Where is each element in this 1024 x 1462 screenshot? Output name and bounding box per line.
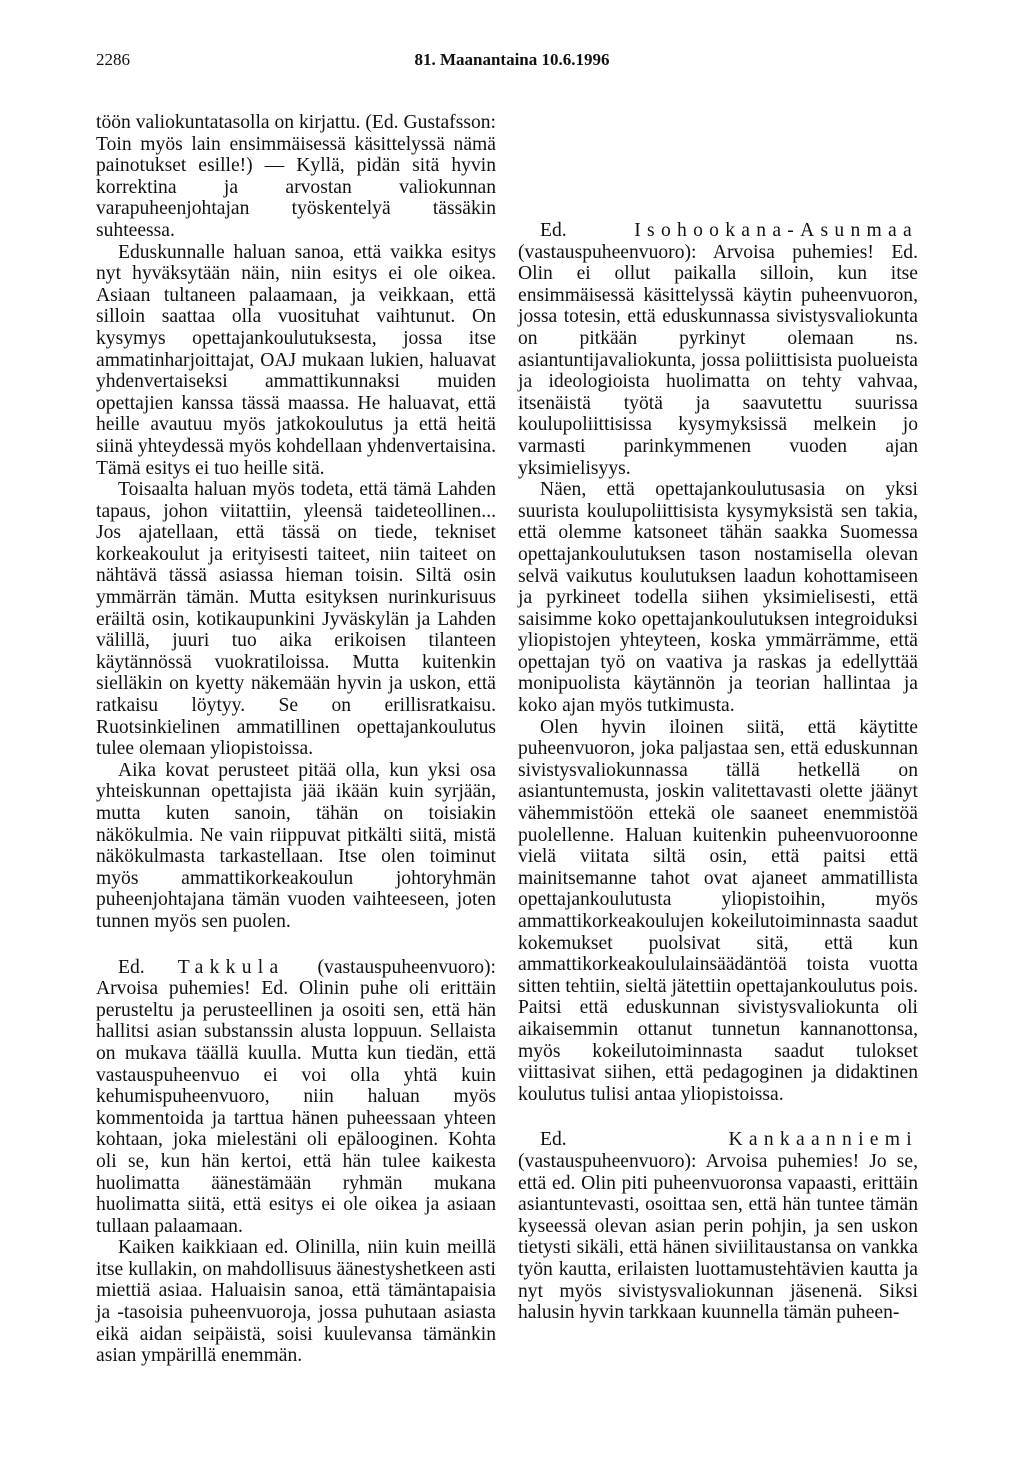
page-number: 2286 — [96, 50, 130, 69]
paragraph: Kaiken kaikkiaan ed. Olinilla, niin kuin meillä itse kullakin, on mahdollisuus äänestyshetkeen asti miettiä asiaa. Haluaisin sanoa, että tämäntapaisia ja -tasoisia puheenvuoroja, jossa puhutaan asiasta eikä aidan seipäistä, soisi kuulevansa tämänkin asian ympärillä enemmän. — [96, 1237, 496, 1367]
running-title: 81. Maanantaina 10.6.1996 — [414, 50, 610, 69]
speaker-name: Takkula — [177, 956, 285, 978]
speaker-name: Isohookana-Asunmaa — [634, 220, 918, 241]
speech-text: (vastauspuheenvuoro): Arvoisa puhemies! Jo se, että ed. Olin piti puheenvuoronsa vapaasti, erittäin asiantuntevasti, osoittaa sen, että hän tuntee tämän kyseessä olevan asian perin pohjin, ja sen uskon tietysti sikäli, että hänen siviilitaustansa on vankka työn kautta, erilaisten luottamustehtävien kautta ja nyt myös sivistysvaliokunnan jäsenenä. Siksi halusin hyvin tarkkaan kuunnella tämän puheen- — [518, 1150, 918, 1324]
paragraph: Eduskunnalle haluan sanoa, että vaikka esitys nyt hyväksytään näin, niin esitys ei ole oikea. Asiaan tultaneen palaamaan, ja veikkaan, että silloin saattaa olla vuosituhat vaihtunut. On kysymys opettajankoulutuksesta, jossa itse ammatinharjoittajat, OAJ mukaan lukien, haluavat yhdenvertaiseksi ammattikunnaksi muiden opettajien kanssa tässä maassa. He haluavat, että heille avautuu myös jatkokoulutus ja että heitä siinä yhteydessä myös kohdellaan yhdenvertaisina. Tämä esitys ei tuo heille sitä. — [96, 241, 496, 479]
speech-text: (vastauspuheenvuoro): Arvoisa puhemies! Ed. Olin ei ollut paikalla silloin, kun itse ensimmäisessä käsittelyssä käytin puheenvuoron, jossa totesin, että eduskunnassa sivistysvaliokunta on pitkään pyrkinyt olemaan ns. asiantuntijavaliokunta, jossa poliittisista puolueista ja ideologioista huolimatta on tehty vahvaa, itsenäistä työtä ja saavutettu suurissa koulupoliittisissa kysymyksissä melkein jo varmasti parinkymmenen vuoden ajan yksimielisyys. — [518, 241, 918, 479]
right-column — [518, 112, 918, 1324]
paragraph: Olen hyvin iloinen siitä, että käytitte puheenvuoron, joka paljastaa sen, että eduskunnan sivistysvaliokunnassa tällä hetkellä on asiantuntemusta, joskin valitettavasti olette jäänyt vähemmistöön ettekä ole saaneet enemmistöä puolellenne. Haluan kuitenkin puheenvuoroonne vielä viitata siltä osin, että paitsi että mainitsemanne tahot ovat ajaneet ammatillista opettajankoulutusta yliopistoihin, myös ammattikorkeakoulujen kokeilutoiminnasta saadut kokemukset puolsivat sitä, että kun ammattikorkeakoululainsäädäntöä toista vuotta sitten tehtiin, sieltä jätettiin opettajankoulutus pois. Paitsi että eduskunnan sivistysvaliokunta oli aikaisemmin ottanut tunnetun kannanottonsa, myös kokeilutoiminnasta saadut tulokset viittasivat siihen, että pedagoginen ja didaktinen koulutus tulisi antaa yliopistoissa. — [518, 716, 918, 1105]
speech-takkula — [96, 957, 496, 1238]
speech-isohookana-asunmaa — [518, 220, 918, 479]
speech-text: (vastauspuheenvuoro): Arvoisa puhemies! Ed. Olinin puhe oli erittäin perusteltu ja perusteellinen ja osoiti sen, että hän hallitsi asian substanssin alusta loppuun. Sellaista on mukava täällä kuulla. Mutta kun tiedän, että vastauspuheenvuo ei voi olla yhtä kuin kehumispuheenvuoro, niin haluan myös kommentoida ja tarttua hänen puheessaan yhteen kohtaan, joka mielestäni oli epälooginen. Kohta oli se, kun hän kertoi, että hän tulee kaikesta huolimatta äänestämään ryhmän mukana huolimatta siitä, että esitys ei ole oikea ja asiaan tullaan palaamaan. — [96, 956, 496, 1237]
speech-prefix: Ed. — [540, 220, 635, 241]
paragraph: Toisaalta haluan myös todeta, että tämä Lahden tapaus, johon viitattiin, yleensä taideteollinen... Jos ajatellaan, että tässä on tiede, tekniset korkeakoulut ja erityisesti taiteet, niin taiteet on nähtävä tässä asiassa hieman toisin. Siltä osin ymmärrän tämän. Mutta esityksen nurinkurisuus eräiltä osin, kotikaupunkini Jyväskylän ja Lahden välillä, juuri tuo aika erikoisen tilanteen käytännössä vuokratiloissa. Mutta kuitenkin sielläkin on kyetty näkemään hyvin ja uskon, että ratkaisu löytyy. Se on erillisratkaisu. Ruotsinkielinen ammatillinen opettajankoulutus tulee olemaan yliopistoissa. — [96, 479, 496, 760]
speaker-name: Kankaanniemi — [728, 1129, 918, 1151]
left-column — [96, 112, 496, 1367]
speech-prefix: Ed. — [118, 956, 178, 978]
paragraph: Näen, että opettajankoulutusasia on yksi suurista koulupoliittisista kysymyksistä sen takia, että olemme katsoneet tähän saakka Suomessa opettajankoulutuksen tason nostamisella olevan selvä vaikutus koulutuksen laadun kohottamiseen ja pyrkineet todella siihen yksimielisesti, että saisimme koko opettajankoulutuksen integroiduksi yliopistojen yhteyteen, koska ymmärrämme, että opettajan työ on vaativa ja raskas ja edellyttää monipuolista käytännön ja teorian hallintaa ja koko ajan myös tutkimusta. — [518, 479, 918, 717]
speech-prefix: Ed. — [540, 1129, 729, 1151]
speech-kankaanniemi — [518, 1129, 918, 1323]
paragraph: töön valiokuntatasolla on kirjattu. (Ed. Gustafsson: Toin myös lain ensimmäisessä käsittelyssä nämä painotukset esille!) — Kyllä, pidän sitä hyvin korrektina ja arvostan valiokunnan varapuheenjohtajan työskentelyä tässäkin suhteessa. — [96, 112, 496, 241]
page-header — [96, 50, 928, 76]
paragraph: Aika kovat perusteet pitää olla, kun yksi osa yhteiskunnan opettajista jää ikään kuin syrjään, mutta kuten sanoin, tähän on toisiakin näkökulmia. Ne vain riippuvat pitkälti siitä, mistä näkökulmasta tarkastellaan. Itse olen toiminut myös ammattikorkeakoulun johtoryhmän puheenjohtajana tämän vuoden vaihteeseen, joten tunnen myös sen puolen. — [96, 759, 496, 932]
